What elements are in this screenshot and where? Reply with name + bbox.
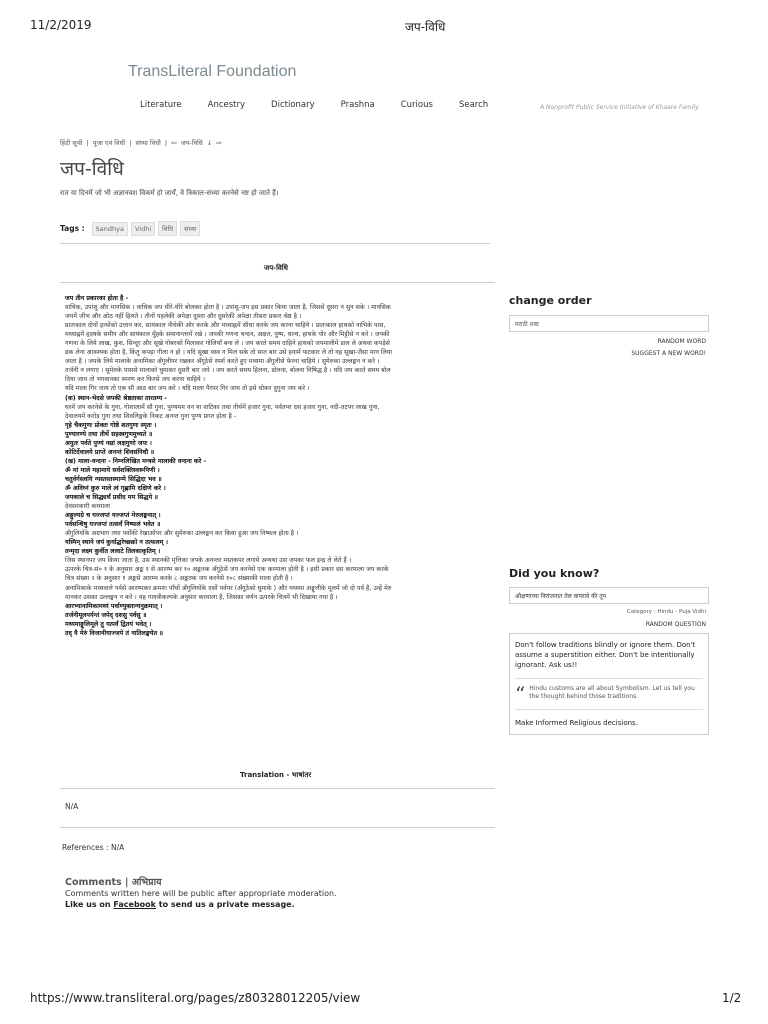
references: References : N/A [62,843,125,852]
breadcrumb-sandhya-vidhi[interactable]: संध्या विधी [135,139,161,147]
nav-ancestry[interactable]: Ancestry [207,100,246,110]
page-lede: रात या दिनमें जो भी अज्ञानवश विकर्म हो जायँ, वे त्रिकाल-संध्या करनेसे नष्ट हो जाते हैं। [60,189,279,197]
question-box[interactable]: औक्षणाच्या निरांजनात तेल वापरावे की तूप [509,587,709,604]
nav-curious[interactable]: Curious [400,100,433,110]
body-text-line: ढक लेना आवश्यक होता है, किंतु कपड़ा गीला न हो । यदि सूखा वस्त्र न मिल सके तो सात बार उसे हवामें फटकार ले तो वह सूखा-जैसा मान लिया [65,349,393,357]
body-text-line: ऊपरके चित्र-सं० १ के अनुसार अङ्क १ से आरम्भ कर १० अङ्कतक अँगूठेसे जप करनेसे एक करमाला होती है । इसी प्रकार दस करमाला जप करके [65,566,389,574]
body-text-line: वाचिक, उपांशु और मानसिक । वाचिक जप धीरे-धीरे बोलकर होता है । उपांशु-जप इस प्रकार किया जाता है, जिससे दूसरा न सुन सके । मानसिक [65,304,391,312]
print-page-number: 1/2 [722,991,742,1005]
facebook-line [65,899,337,910]
quote-icon: “ [515,682,526,706]
body-heading-line: (ख) माला-वन्दना - निम्नलिखित मन्त्रसे मालाकी वन्दना करे - [65,457,207,465]
change-order-title: change order [509,294,592,307]
divider [60,827,495,828]
breadcrumb-hindi-list[interactable]: हिंदी सूची [60,139,83,147]
body-text-line: चित्र संख्या २ के अनुसार १ अङ्कसे आरम्भ करके ८ अङ्कतक जप करनेसे १०८ संख्याकी माला होती है । [65,575,293,583]
marathi-word-input[interactable]: मराठी शब्द [509,315,709,332]
tip-footer-text: Make Informed Religious decisions. [515,719,638,727]
body-heading-line: मध्यमाङ्गुलिमूले तु यत्पर्वं द्वितयं भवेत् । [65,620,152,628]
breadcrumb-separator: | [129,138,132,147]
body-text-line: जपमें जीभ और ओठ नहीं हिलते । तीनों पहलेकी अपेक्षा दूसरा और दूसरेकी अपेक्षा तीसरा प्रकार श्रेष्ठ है । [65,313,302,321]
breadcrumb-puja-vidhi[interactable]: पूजा एवं विधी [92,139,126,147]
body-text-line: दिया जाय तो भगवानका स्मरण कर फिरसे जप करना चाहिये । [65,376,206,384]
section-title: जप-विधि [264,264,288,272]
body-heading-line: तर्जनीमूलपर्यन्तं जपेद् दशसु पर्वसु ॥ [65,611,147,619]
body-text-line: देवसरकारी करमाला [65,503,111,511]
print-title: जप-विधि [405,20,446,34]
facebook-link[interactable]: Facebook [113,900,156,909]
body-text-line: घरमें जप करनेसे के गुना, गोशालामें सौ गुना, पुण्यमय वन या वाटिका तथा तीर्थमें हजार गुना, पर्वतपर दस हजार गुना, नदी-तटपर लाख गुना, [65,403,380,411]
body-heading-line: यस्मिन् स्थाने जपं कुर्याद्धरेच्छक्रो न तत्फलम् । [65,539,168,547]
prev-page-icon[interactable]: ⇦ [171,138,177,147]
body-heading-line: (क) स्थान-भेदसे जपकी श्रेष्ठताका तारतम्य - [65,394,167,402]
body-heading-line: तन्मृदा लक्ष्म कुर्वीत ललाटे तिलकाकृतिम् । [65,548,161,556]
body-heading-line: अङ्गुल्यग्रे च यज्जप्तं यज्जप्तं मेरुलङ्घनात् । [65,512,161,520]
article-body [65,294,495,638]
body-heading-line: जप तीन प्रकारका होता है - [65,295,129,302]
divider [60,243,490,244]
body-heading-line: जपकाले च सिद्ध्यर्थं प्रसीद मम सिद्धये ॥ [65,494,159,502]
body-text-line: यदि माला गिर जाय तो एक सौ आठ बार जप करे । यदि माला पैरपर गिर जाय तो इसे धोकर दुगुना जप करे । [65,385,310,393]
divider [60,788,495,789]
tags-label: Tags : [60,224,85,233]
body-heading-line: अयुतः पर्वते पुण्यं नद्यां लक्षगुणो जपः । [65,439,152,447]
breadcrumb [60,138,222,147]
body-heading-line: ॐ अविघ्नं कुरु माले त्वं गृह्णामि दक्षिणे करे । [65,484,166,492]
body-text-line: देवालयमें करोड़ गुना तथा शिवलिङ्गके निकट अनन्त गुना पुण्य प्राप्त होता है - [65,412,237,420]
nav-literature[interactable]: Literature [140,100,182,110]
tip-quote-text: Hindu customs are all about Symbolism. Let us tell you the thought behind those traditions. [529,685,695,700]
body-text-line: तर्जनी न लगाए । सुमेरुके पाससे मालाको घुमाकर दुसरी बार जपे । जप करते समय हिलना, डोलना, बोलना निषिद्ध है । यदि जप करते समय बोल [65,367,391,375]
body-text-line: जिस स्थानपर जप किया जाता है, उस स्थानकी मृत्तिका जपके अनन्तर मस्तकपर लगाये अन्यथा उस जपका फल इन्द्र ले लेते हैं । [65,557,352,565]
page-title: जप-विधि [60,158,124,180]
translation-text: N/A [65,802,79,811]
body-heading-line: चतुर्वर्गस्त्वयि न्यस्तस्तस्मान्मे सिद्धिदा भव ॥ [65,475,162,483]
print-url: https://www.transliteral.org/pages/z80328012205/view [30,991,361,1005]
site-tagline: A Nonprofit Public Service Initiative of Khaare Family. [540,104,701,111]
like-prefix: Like us on [65,900,114,909]
tag-vidhi-hindi[interactable]: विधि [158,221,177,236]
comments-note: Comments written here will be public after appropriate moderation. [65,889,337,898]
nav-dictionary[interactable]: Dictionary [271,100,315,110]
body-heading-line: गृहे चैकगुणः प्रोक्तः गोष्ठे शतगुणः स्मृतः । [65,421,157,429]
body-heading-line: आरभ्यानामिकामध्यं पर्वाण्युक्तान्यनुक्रमात् । [65,602,163,610]
body-text-line: गणना के लिये लाख, कुश, सिन्दूर और सूखे गोबरको मिलाकर गोलियाँ बना ले । जप करते समय दाहिने हाथको जपमालीमें डाल ले अथवा कपड़ेसे [65,340,390,348]
translation-title: Translation - भाषांतर [240,771,312,779]
divider [60,282,495,283]
body-text-line: अँगुलियोंके अग्रभाग तथा पर्वोंकी रेखाओंपर और सुमेरुका उल्लङ्घन कर किया हुआ जप निष्फल होता है । [65,530,299,538]
body-heading-line: ॐ मां माले महामाये सर्वशक्तिस्वरूपिणी । [65,466,160,474]
question-category: Category : Hindu - Puja Vidhi [626,609,706,615]
tip-main-text: Don't follow traditions blindly or ignore them. Don't assume a superstition either. Don't be intentionally ignorant. Ask us!! [515,641,696,669]
body-heading-line: पुण्यारण्ये तथा तीर्थे सहस्त्रगुणमुच्यते ॥ [65,430,153,438]
print-date: 11/2/2019 [30,18,92,32]
tag-sandhya-hindi[interactable]: संध्या [180,221,200,236]
body-heading-line: पर्वसन्धिषु यज्जप्तं तत्सर्वं निष्फलं भवेत ॥ [65,521,161,529]
nav-prashna[interactable]: Prashna [340,100,375,110]
body-text-line: जाता है । जपके लिये मालाके अनामिका अँगुलीपर रखकर अँगूठेसे स्पर्श करते हुए मध्यमा अँगुलीसे फेरना चाहिये । सुमेरुका उल्लङ्घन न करे । [65,358,380,366]
breadcrumb-separator: | [86,138,89,147]
comments-section [65,877,337,910]
body-text-line: मध्याह्नमें हृदयके समीप और सायंकाल मुँहके समानान्तरमें रखे । जपकी गणना चन्दन, अक्षत, पुष्प, धान्य, हाथके पोर और मिट्टीसे न करे । जपकी [65,331,390,339]
body-text-line: प्रातःकाल दोनों हाथोंको उत्तान कर, सायंकाल नीचेकी ओर करके और मध्याह्नमें सीधा करके जप करना चाहिये । प्रातःकाल हाथको नाभिके पास, [65,322,386,330]
like-suffix: to send us a private message. [155,900,295,909]
tags-row [60,221,200,236]
nav-search[interactable]: Search [458,100,489,110]
body-heading-line: तद् वै मेरुं विजानीयाज्जपे तं नातिलङ्घयेत ॥ [65,629,164,637]
breadcrumb-separator: | [164,138,168,147]
did-you-know-title: Did you know? [509,567,600,580]
body-heading-line: कोटिर्देवालये प्राप्ते अनन्तं शिवसंनिधौ ॥ [65,448,155,456]
breadcrumb-current: जप-विधि [180,139,203,147]
body-text-line: मानकर उसका उल्लङ्घन न करे । यह गायत्रीकल्पके अनुसार करमाला है, जिसका वर्णन ऊपरके चित्रमें भी दिखाया गया है । [65,593,338,601]
site-logo[interactable]: TransLiteral Foundation [128,63,297,80]
tip-card [509,633,709,735]
tag-vidhi[interactable]: Vidhi [131,222,155,236]
body-text-line: अनामिकाके मध्यवाले पर्वसे आरम्भकर क्रमशः पाँचों अँगुलियोंके दसों पर्वपर (अँगूठेको घुमाके ) और मध्यमा अङ्गुलीके मूलमें जो दो पर्व है, उन्हें मेरु [65,584,392,592]
next-page-icon[interactable]: ⇨ [216,138,223,147]
tag-sandhya[interactable]: Sandhya [92,222,128,236]
random-word-link[interactable]: RANDOM WORD [657,338,706,345]
comments-title: Comments | अभिप्राय [65,877,162,888]
suggest-word-link[interactable]: SUGGEST A NEW WORD! [631,350,706,357]
random-question-link[interactable]: RANDOM QUESTION [645,621,706,628]
tip-quote [515,678,703,710]
dropdown-icon[interactable]: ↓ [206,138,213,147]
main-nav [140,100,488,110]
